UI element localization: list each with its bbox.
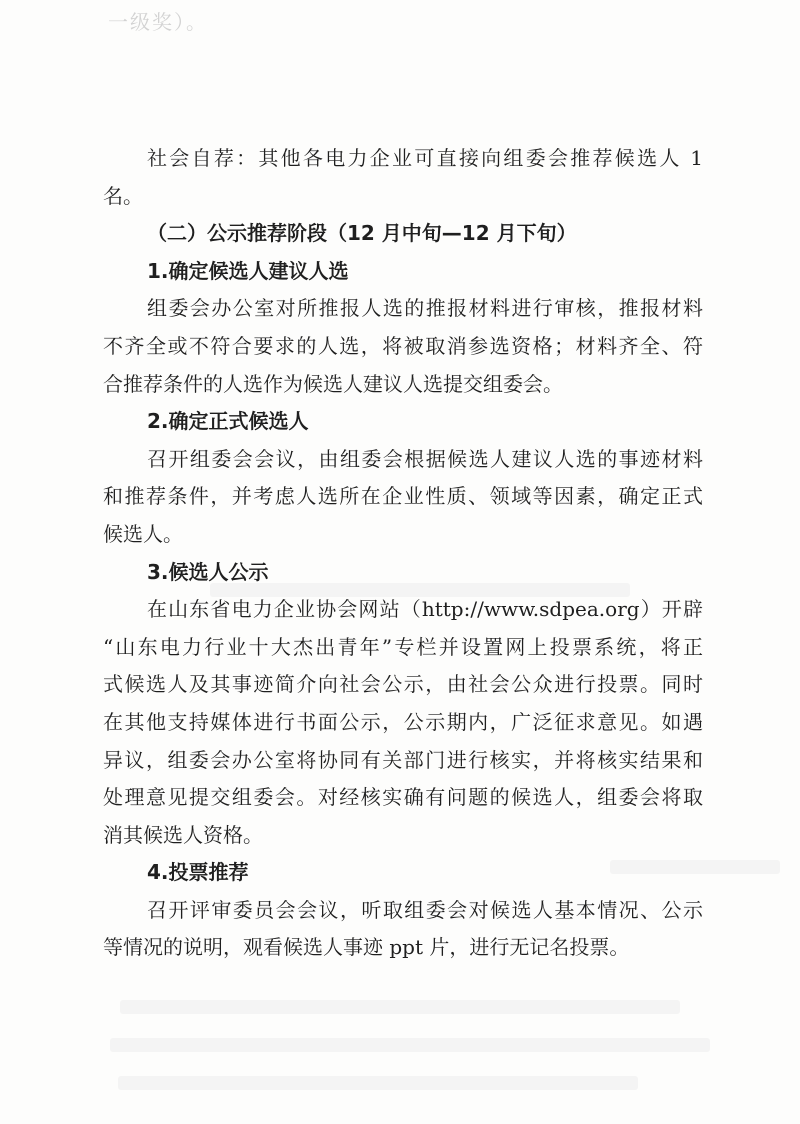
paragraph-line: “山东电力行业十大杰出青年”专栏并设置网上投票系统，将正: [103, 634, 703, 659]
subsection-heading: 4.投票推荐: [147, 860, 249, 885]
paragraph-line: 在其他支持媒体进行书面公示，公示期内，广泛征求意见。如遇: [103, 709, 703, 734]
paragraph-line: 等情况的说明，观看候选人事迹 ppt 片，进行无记名投票。: [103, 935, 630, 960]
paragraph-line: 异议，组委会办公室将协同有关部门进行核实，并将核实结果和: [103, 747, 703, 772]
paragraph-line: 召开组委会会议，由组委会根据候选人建议人选的事迹材料: [147, 446, 703, 471]
header-fragment: 一级奖）。: [108, 10, 208, 34]
paragraph-line: 召开评审委员会会议，听取组委会对候选人基本情况、公示: [147, 897, 703, 922]
bleed-through-mark: [118, 1076, 638, 1090]
paragraph-line: 不齐全或不符合要求的人选，将被取消参选资格；材料齐全、符: [103, 333, 703, 358]
paragraph-line: 式候选人及其事迹简介向社会公示，由社会公众进行投票。同时: [103, 672, 703, 697]
subsection-heading: 1.确定候选人建议人选: [147, 258, 349, 283]
paragraph-line: 消其候选人资格。: [103, 822, 263, 847]
section-heading: （二）公示推荐阶段（12 月中旬—12 月下旬）: [147, 221, 577, 246]
paragraph-line: 在山东省电力企业协会网站（http://www.sdpea.org）开辟: [147, 597, 703, 622]
paragraph-line: 合推荐条件的人选作为候选人建议人选提交组委会。: [103, 371, 563, 396]
subsection-heading: 2.确定正式候选人: [147, 409, 309, 434]
paragraph-line: 和推荐条件，并考虑人选所在企业性质、领域等因素，确定正式: [103, 484, 703, 509]
bleed-through-mark: [110, 1038, 710, 1052]
paragraph-line: 处理意见提交组委会。对经核实确有问题的候选人，组委会将取: [103, 785, 703, 810]
bleed-through-mark: [120, 1000, 680, 1014]
paragraph-line: 组委会办公室对所推报人选的推报材料进行审核，推报材料: [147, 296, 703, 321]
paragraph-line: 名。: [103, 183, 143, 208]
subsection-heading: 3.候选人公示: [147, 559, 269, 584]
body-text: [103, 140, 703, 967]
paragraph-line: 候选人。: [103, 521, 183, 546]
paragraph-line: 社会自荐：其他各电力企业可直接向组委会推荐候选人 1: [147, 146, 703, 170]
